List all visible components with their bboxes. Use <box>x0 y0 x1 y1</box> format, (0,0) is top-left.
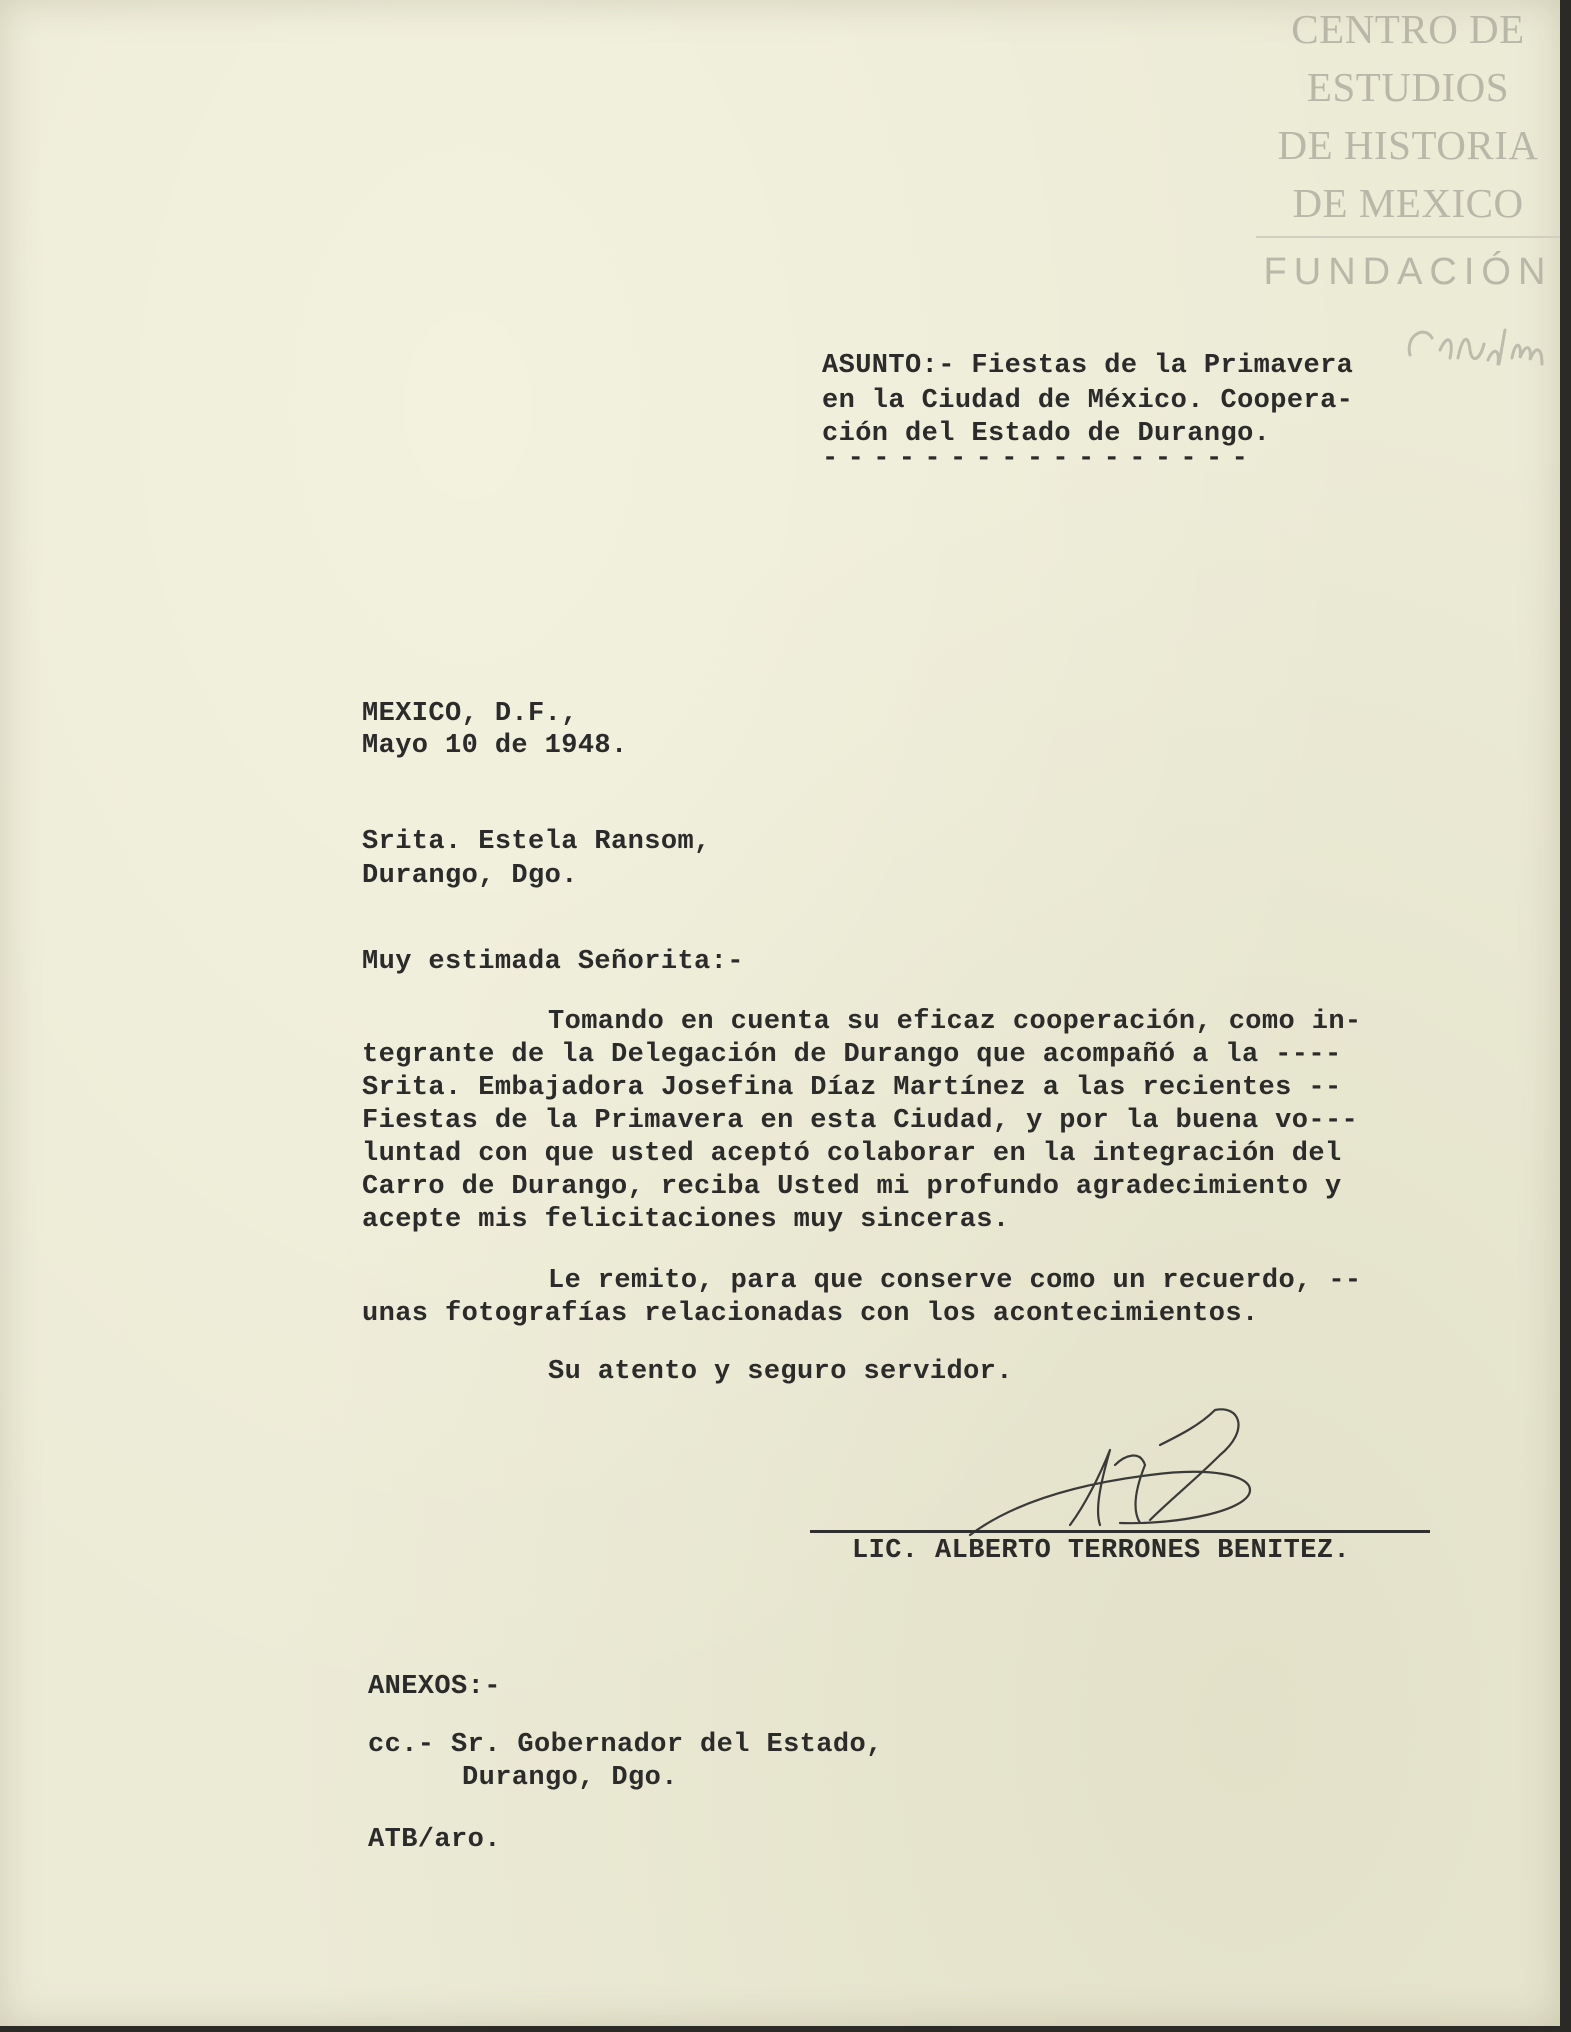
watermark-line-3: DE HISTORIA <box>1277 122 1539 168</box>
closing-line: Su atento y seguro servidor. <box>548 1357 1013 1387</box>
cc-line-2: Durango, Dgo. <box>462 1763 678 1793</box>
scan-edge-bottom <box>0 2026 1571 2032</box>
enclosures-label: ANEXOS:- <box>368 1672 501 1702</box>
recipient-city: Durango, Dgo. <box>362 861 578 891</box>
handwritten-signature <box>950 1395 1310 1545</box>
body-line: tegrante de la Delegación de Durango que acompañó a la ---- <box>362 1040 1342 1070</box>
cc-line-1: cc.- Sr. Gobernador del Estado, <box>368 1730 883 1760</box>
recipient-name: Srita. Estela Ransom, <box>362 827 711 857</box>
subject-underline: ----------------- <box>822 444 1258 474</box>
body-line: Le remito, para que conserve como un recuerdo, -- <box>548 1266 1362 1296</box>
subject-line-1: ASUNTO:- Fiestas de la Primavera <box>822 351 1354 381</box>
reference-initials: ATB/aro. <box>368 1825 501 1855</box>
watermark-line-4: DE MEXICO <box>1292 180 1524 226</box>
watermark-script-logo <box>1400 300 1560 390</box>
watermark-divider <box>1256 236 1560 238</box>
subject-line-3: ción del Estado de Durango. <box>822 419 1271 449</box>
body-line: Srita. Embajadora Josefina Díaz Martínez a las recientes -- <box>362 1073 1342 1103</box>
body-line: Tomando en cuenta su eficaz cooperación, como in- <box>548 1007 1362 1037</box>
body-line: Carro de Durango, reciba Usted mi profundo agradecimiento y <box>362 1172 1342 1202</box>
body-line: luntad con que usted aceptó colaborar en la integración del <box>362 1139 1342 1169</box>
watermark-foundation: FUNDACIÓN <box>1263 251 1553 293</box>
date-line: Mayo 10 de 1948. <box>362 731 628 761</box>
signatory-name: LIC. ALBERTO TERRONES BENITEZ. <box>852 1536 1351 1566</box>
scan-edge-right <box>1560 0 1571 2032</box>
place-line: MEXICO, D.F., <box>362 699 578 729</box>
watermark-line-1: CENTRO DE <box>1291 6 1525 52</box>
archive-watermark <box>1256 0 1560 330</box>
signature-line <box>810 1530 1430 1533</box>
body-line: unas fotografías relacionadas con los acontecimientos. <box>362 1299 1259 1329</box>
salutation: Muy estimada Señorita:- <box>362 947 744 977</box>
subject-line-2: en la Ciudad de México. Coopera- <box>822 386 1354 416</box>
body-line: acepte mis felicitaciones muy sinceras. <box>362 1205 1010 1235</box>
watermark-line-2: ESTUDIOS <box>1306 64 1510 110</box>
body-line: Fiestas de la Primavera en esta Ciudad, y por la buena vo--- <box>362 1106 1359 1136</box>
